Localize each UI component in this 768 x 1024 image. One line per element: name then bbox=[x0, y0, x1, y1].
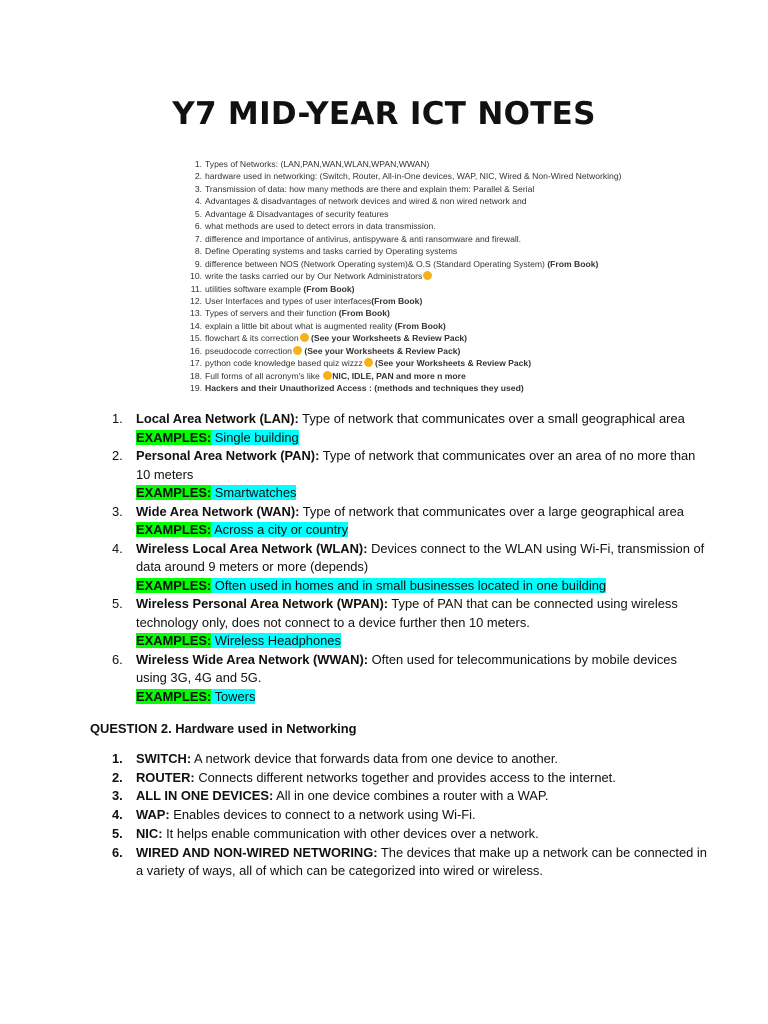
topic-bold-note: (From Book) bbox=[547, 258, 599, 269]
topic-item bbox=[186, 382, 621, 394]
topic-item bbox=[186, 183, 621, 195]
hardware-term: SWITCH: bbox=[136, 751, 192, 766]
topics-list bbox=[186, 158, 621, 395]
topic-item bbox=[186, 270, 621, 282]
topic-item bbox=[186, 332, 621, 344]
topic-item bbox=[186, 208, 621, 220]
item-number: 5. bbox=[112, 596, 123, 611]
topic-text: flowchart & its correction bbox=[205, 333, 299, 344]
network-term: Wireless Local Area Network (WLAN): bbox=[136, 540, 368, 556]
hardware-term: ALL IN ONE DEVICES: bbox=[136, 788, 274, 804]
item-number: 1. bbox=[112, 751, 123, 766]
topic-text: hardware used in networking: (Switch, Router, All-in-One devices, WAP, NIC, Wired & Non-Wired Networking) bbox=[205, 171, 622, 182]
example-value: Across a city or country bbox=[211, 522, 349, 537]
hardware-item bbox=[108, 844, 708, 881]
item-number: 1. bbox=[112, 411, 123, 426]
network-description: Type of network that communicates over a large geographical area bbox=[299, 503, 684, 519]
topic-number: 9. bbox=[194, 258, 202, 269]
hardware-term: NIC: bbox=[136, 825, 163, 841]
topic-number: 15. bbox=[190, 333, 202, 344]
hardware-description: Connects different networks together and provides access to the internet. bbox=[194, 769, 616, 785]
topic-text: Advantages & disadvantages of network devices and wired & non wired network and bbox=[205, 196, 527, 207]
topic-item bbox=[186, 158, 621, 170]
item-number: 4. bbox=[112, 807, 123, 823]
topic-text: what methods are used to detect errors in data transmission. bbox=[205, 221, 436, 232]
topic-bold-note: Hackers and their Unauthorized Access : (methods and techniques they used) bbox=[205, 383, 524, 394]
topic-text: Define Operating systems and tasks carried by Operating systems bbox=[205, 246, 458, 257]
topic-text: pseudocode correction bbox=[205, 345, 292, 356]
hardware-description: All in one device combines a router with a WAP. bbox=[273, 788, 549, 804]
topic-number: 18. bbox=[190, 370, 202, 381]
smiley-emoji-icon bbox=[364, 358, 373, 367]
example-value: Smartwatches bbox=[211, 485, 297, 500]
network-item bbox=[108, 410, 708, 447]
item-number: 6. bbox=[112, 651, 123, 667]
topic-number: 19. bbox=[190, 383, 202, 394]
topic-text: User Interfaces and types of user interfaces bbox=[205, 295, 372, 306]
topic-number: 4. bbox=[194, 196, 202, 207]
network-item bbox=[108, 447, 708, 503]
item-number: 6. bbox=[112, 844, 123, 860]
topic-number: 7. bbox=[194, 233, 202, 244]
topic-number: 14. bbox=[190, 320, 202, 331]
topic-text: Types of Networks: (LAN,PAN,WAN,WLAN,WPAN,WWAN) bbox=[205, 159, 430, 169]
hardware-item bbox=[108, 787, 708, 806]
topic-number: 3. bbox=[194, 183, 202, 194]
network-term: Local Area Network (LAN): bbox=[136, 411, 299, 426]
hardware-description: Enables devices to connect to a network using Wi-Fi. bbox=[169, 807, 476, 823]
topic-number: 13. bbox=[190, 308, 202, 319]
item-number: 2. bbox=[112, 448, 123, 463]
topic-number: 12. bbox=[190, 295, 202, 306]
network-description: Type of network that communicates over a small geographical area bbox=[298, 411, 685, 426]
topic-item bbox=[186, 320, 621, 332]
topic-item bbox=[186, 283, 621, 295]
topic-number: 10. bbox=[190, 271, 202, 282]
example-value: Often used in homes and in small businesses located in one building bbox=[211, 577, 607, 593]
hardware-description: A network device that forwards data from one device to another. bbox=[191, 751, 559, 766]
topic-item bbox=[186, 307, 621, 319]
network-description: Often used for telecommunications by mobile devices using 3G, 4G and 5G. bbox=[136, 651, 677, 685]
hardware-term: WAP: bbox=[136, 807, 170, 823]
topic-item bbox=[186, 233, 621, 245]
example-value: Single building bbox=[211, 429, 299, 445]
topic-text: utilities software example bbox=[205, 283, 304, 294]
network-item bbox=[108, 540, 708, 596]
hardware-description: The devices that make up a network can be connected in a variety of ways, all of which can be categorized into wired or wireless. bbox=[136, 844, 707, 879]
hardware-description: It helps enable communication with other devices over a network. bbox=[162, 825, 539, 841]
network-description: Type of network that communicates over an area of no more than 10 meters bbox=[136, 448, 696, 482]
topic-number: 6. bbox=[194, 221, 202, 232]
topic-number: 5. bbox=[194, 208, 202, 219]
topic-bold-note: (From Book) bbox=[394, 320, 446, 331]
hardware-item bbox=[108, 769, 708, 788]
topic-bold-note: (See your Worksheets & Review Pack) bbox=[372, 358, 532, 369]
topic-text: Transmission of data: how many methods are there and explain them: Parallel & Serial bbox=[205, 183, 535, 194]
topic-text: python code knowledge based quiz wizzz bbox=[205, 358, 363, 369]
topic-bold-note: (From Book) bbox=[303, 283, 355, 294]
examples-label: EXAMPLES: bbox=[136, 633, 212, 648]
network-types-list bbox=[108, 410, 708, 706]
examples-label: EXAMPLES: bbox=[136, 688, 212, 704]
topic-number: 1. bbox=[194, 159, 202, 169]
example-value: Wireless Headphones bbox=[211, 633, 341, 648]
topic-text: Full forms of all acronym's like bbox=[205, 370, 323, 381]
network-description: Type of PAN that can be connected using wireless technology only, does not connect to a device further then 10 meters. bbox=[136, 596, 678, 630]
topic-text: difference between NOS (Network Operating system)& O.S (Standard Operating System) bbox=[205, 258, 548, 269]
topic-item bbox=[186, 220, 621, 232]
question-2-heading: QUESTION 2. Hardware used in Networking bbox=[90, 721, 357, 736]
network-item bbox=[108, 595, 708, 651]
example-value: Towers bbox=[211, 688, 256, 704]
topic-text: explain a little bit about what is augmented reality bbox=[205, 320, 395, 331]
topic-text: Advantage & Disadvantages of security features bbox=[205, 208, 389, 219]
hardware-term: WIRED AND NON-WIRED NETWORING: bbox=[136, 844, 378, 860]
examples-label: EXAMPLES: bbox=[136, 577, 212, 593]
topic-item bbox=[186, 195, 621, 207]
network-term: Personal Area Network (PAN): bbox=[136, 448, 320, 463]
network-item bbox=[108, 651, 708, 707]
topic-bold-note: (See your Worksheets & Review Pack) bbox=[301, 345, 461, 356]
topic-item bbox=[186, 357, 621, 369]
network-item bbox=[108, 503, 708, 540]
topic-text: difference and importance of antivirus, antispyware & anti ransomware and firewall. bbox=[205, 233, 522, 244]
network-term: Wireless Wide Area Network (WWAN): bbox=[136, 651, 369, 667]
hardware-item bbox=[108, 806, 708, 825]
examples-label: EXAMPLES: bbox=[136, 429, 212, 445]
hardware-item bbox=[108, 750, 708, 769]
network-term: Wireless Personal Area Network (WPAN): bbox=[136, 596, 389, 611]
topic-item bbox=[186, 295, 621, 307]
hardware-item bbox=[108, 825, 708, 844]
topic-text: write the tasks carried our by Our Network Administrators bbox=[205, 271, 423, 282]
item-number: 4. bbox=[112, 540, 123, 556]
topic-item bbox=[186, 345, 621, 357]
item-number: 3. bbox=[112, 788, 123, 804]
topic-bold-note: (See your Worksheets & Review Pack) bbox=[308, 333, 468, 344]
topic-item bbox=[186, 170, 621, 182]
topic-bold-note: NIC, IDLE, PAN and more n more bbox=[332, 370, 466, 381]
topic-number: 8. bbox=[194, 246, 202, 257]
item-number: 5. bbox=[112, 825, 123, 841]
topic-number: 17. bbox=[190, 358, 202, 369]
topic-item bbox=[186, 370, 621, 382]
topic-bold-note: (From Book) bbox=[338, 308, 390, 319]
page-title: Y7 MID-YEAR ICT NOTES bbox=[172, 96, 596, 132]
topic-number: 2. bbox=[194, 171, 202, 182]
network-description: Devices connect to the WLAN using Wi-Fi, transmission of data around 9 meters or more (depends) bbox=[136, 540, 705, 574]
examples-label: EXAMPLES: bbox=[136, 522, 212, 537]
hardware-term: ROUTER: bbox=[136, 769, 195, 785]
smiley-emoji-icon bbox=[300, 333, 309, 342]
topic-number: 11. bbox=[190, 283, 202, 294]
smiley-emoji-icon bbox=[423, 271, 432, 280]
topic-item bbox=[186, 258, 621, 270]
hardware-list bbox=[108, 750, 708, 881]
network-term: Wide Area Network (WAN): bbox=[136, 503, 300, 519]
smiley-emoji-icon bbox=[293, 346, 302, 355]
examples-label: EXAMPLES: bbox=[136, 485, 212, 500]
smiley-emoji-icon bbox=[323, 371, 332, 380]
topic-bold-note: (From Book) bbox=[371, 295, 423, 306]
item-number: 3. bbox=[112, 503, 123, 519]
topic-item bbox=[186, 245, 621, 257]
topic-number: 16. bbox=[190, 345, 202, 356]
topic-text: Types of servers and their function bbox=[205, 308, 339, 319]
item-number: 2. bbox=[112, 769, 123, 785]
